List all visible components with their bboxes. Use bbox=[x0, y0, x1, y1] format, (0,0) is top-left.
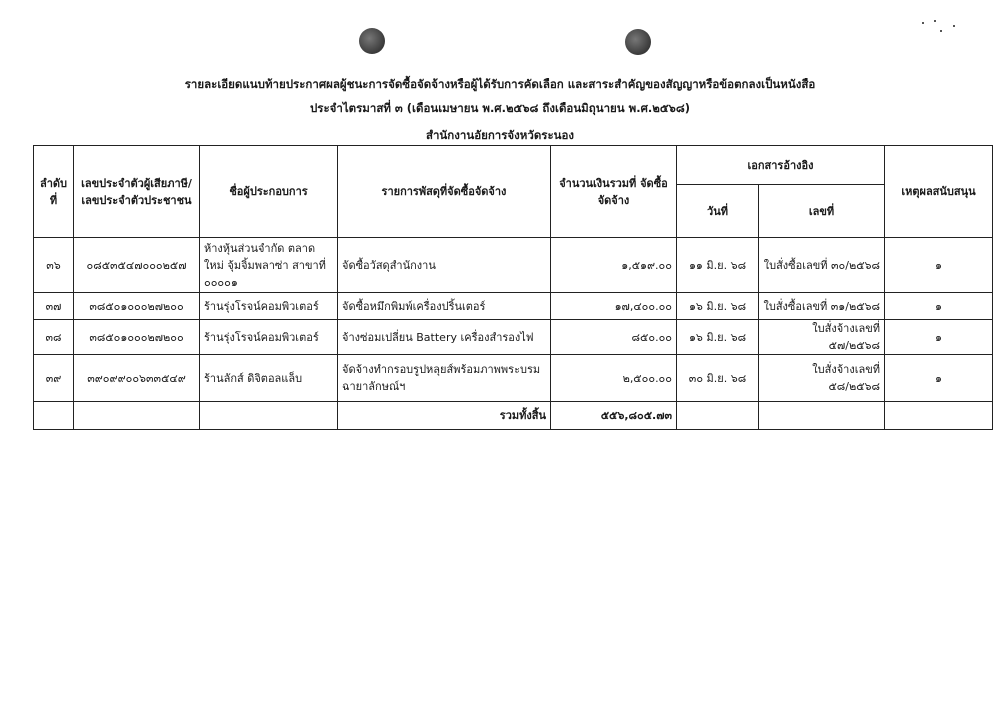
cell-amount: ๒,๕๐๐.๐๐ bbox=[551, 355, 677, 402]
header-amount: จำนวนเงินรวมที่ จัดซื้อจัดจ้าง bbox=[551, 146, 677, 238]
header-reference: เอกสารอ้างอิง bbox=[677, 146, 885, 185]
cell-seq: ๓๗ bbox=[34, 293, 74, 320]
total-blank-vendor bbox=[200, 402, 338, 430]
cell-reason: ๑ bbox=[885, 320, 993, 355]
total-blank-number bbox=[759, 402, 885, 430]
header-reason: เหตุผลสนับสนุน bbox=[885, 146, 993, 238]
total-blank-taxpayer bbox=[74, 402, 200, 430]
cell-vendor: ร้านลักส์ ดิจิตอลแล็บ bbox=[200, 355, 338, 402]
document-agency: สำนักงานอัยการจังหวัดระนอง bbox=[425, 128, 575, 142]
punch-hole-left bbox=[359, 28, 385, 54]
cell-amount: ๘๕๐.๐๐ bbox=[551, 320, 677, 355]
cell-vendor: ร้านรุ่งโรจน์คอมพิวเตอร์ bbox=[200, 293, 338, 320]
document-title: รายละเอียดแนบท้ายประกาศผลผู้ชนะการจัดซื้อจัดจ้างหรือผู้ได้รับการคัดเลือก และสาระสำคัญของสัญญาหรือข้อตกลงเป็นหนังสือ bbox=[184, 77, 816, 91]
cell-seq: ๓๙ bbox=[34, 355, 74, 402]
cell-item: จัดจ้างทำกรอบรูปหลุยส์พร้อมภาพพระบรม ฉายาลักษณ์ฯ bbox=[338, 355, 551, 402]
cell-number: ใบสั่งซื้อเลขที่ ๓๑/๒๕๖๘ bbox=[759, 293, 885, 320]
table-row bbox=[34, 320, 993, 355]
document-period: ประจำไตรมาสที่ ๓ (เดือนเมษายน พ.ศ.๒๕๖๘ ถึงเดือนมิถุนายน พ.ศ.๒๕๖๘) bbox=[310, 101, 690, 115]
header-date: วันที่ bbox=[677, 185, 759, 238]
cell-item: จ้างซ่อมเปลี่ยน Battery เครื่องสำรองไฟ bbox=[338, 320, 551, 355]
cell-vendor: ร้านรุ่งโรจน์คอมพิวเตอร์ bbox=[200, 320, 338, 355]
total-blank-date bbox=[677, 402, 759, 430]
header-seq: ลำดับที่ bbox=[34, 146, 74, 238]
header-row bbox=[34, 146, 993, 185]
cell-reason: ๑ bbox=[885, 355, 993, 402]
cell-seq: ๓๘ bbox=[34, 320, 74, 355]
cell-item: จัดซื้อวัสดุสำนักงาน bbox=[338, 238, 551, 293]
header-taxpayer-id: เลขประจำตัวผู้เสียภาษี/ เลขประจำตัวประชาชน bbox=[74, 146, 200, 238]
cell-reason: ๑ bbox=[885, 238, 993, 293]
table-row bbox=[34, 355, 993, 402]
cell-seq: ๓๖ bbox=[34, 238, 74, 293]
cell-taxpayer-id: ๓๙๐๙๙๐๐๖๓๓๕๔๙ bbox=[74, 355, 200, 402]
cell-date: ๑๖ มิ.ย. ๖๘ bbox=[677, 320, 759, 355]
cell-reason: ๑ bbox=[885, 293, 993, 320]
punch-hole-right bbox=[625, 29, 651, 55]
total-label: รวมทั้งสิ้น bbox=[338, 402, 551, 430]
total-amount: ๕๕๖,๘๐๕.๗๓ bbox=[551, 402, 677, 430]
cell-number: ใบสั่งจ้างเลขที่ ๕๘/๒๕๖๘ bbox=[759, 355, 885, 402]
cell-taxpayer-id: ๓๘๕๐๑๐๐๐๒๗๒๐๐ bbox=[74, 320, 200, 355]
cell-date: ๓๐ มิ.ย. ๖๘ bbox=[677, 355, 759, 402]
scan-specks bbox=[920, 18, 960, 38]
cell-taxpayer-id: ๓๘๕๐๑๐๐๐๒๗๒๐๐ bbox=[74, 293, 200, 320]
table-row bbox=[34, 238, 993, 293]
header-vendor: ชื่อผู้ประกอบการ bbox=[200, 146, 338, 238]
cell-date: ๑๖ มิ.ย. ๖๘ bbox=[677, 293, 759, 320]
header-number: เลขที่ bbox=[759, 185, 885, 238]
cell-date: ๑๑ มิ.ย. ๖๘ bbox=[677, 238, 759, 293]
total-blank-reason bbox=[885, 402, 993, 430]
cell-amount: ๑๗,๔๐๐.๐๐ bbox=[551, 293, 677, 320]
cell-amount: ๑,๕๑๙.๐๐ bbox=[551, 238, 677, 293]
cell-number: ใบสั่งซื้อเลขที่ ๓๐/๒๕๖๘ bbox=[759, 238, 885, 293]
cell-item: จัดซื้อหมึกพิมพ์เครื่องปริ้นเตอร์ bbox=[338, 293, 551, 320]
cell-number: ใบสั่งจ้างเลขที่ ๕๗/๒๕๖๘ bbox=[759, 320, 885, 355]
procurement-table bbox=[33, 145, 993, 430]
table-row bbox=[34, 293, 993, 320]
cell-taxpayer-id: ๐๘๕๓๕๔๗๐๐๐๒๕๗ bbox=[74, 238, 200, 293]
total-row bbox=[34, 402, 993, 430]
header-item: รายการพัสดุที่จัดซื้อจัดจ้าง bbox=[338, 146, 551, 238]
total-blank-seq bbox=[34, 402, 74, 430]
cell-vendor: ห้างหุ้นส่วนจำกัด ตลาดใหม่ จุ้มจิ้มพลาซ่า สาขาที่ ๐๐๐๐๑ bbox=[200, 238, 338, 293]
